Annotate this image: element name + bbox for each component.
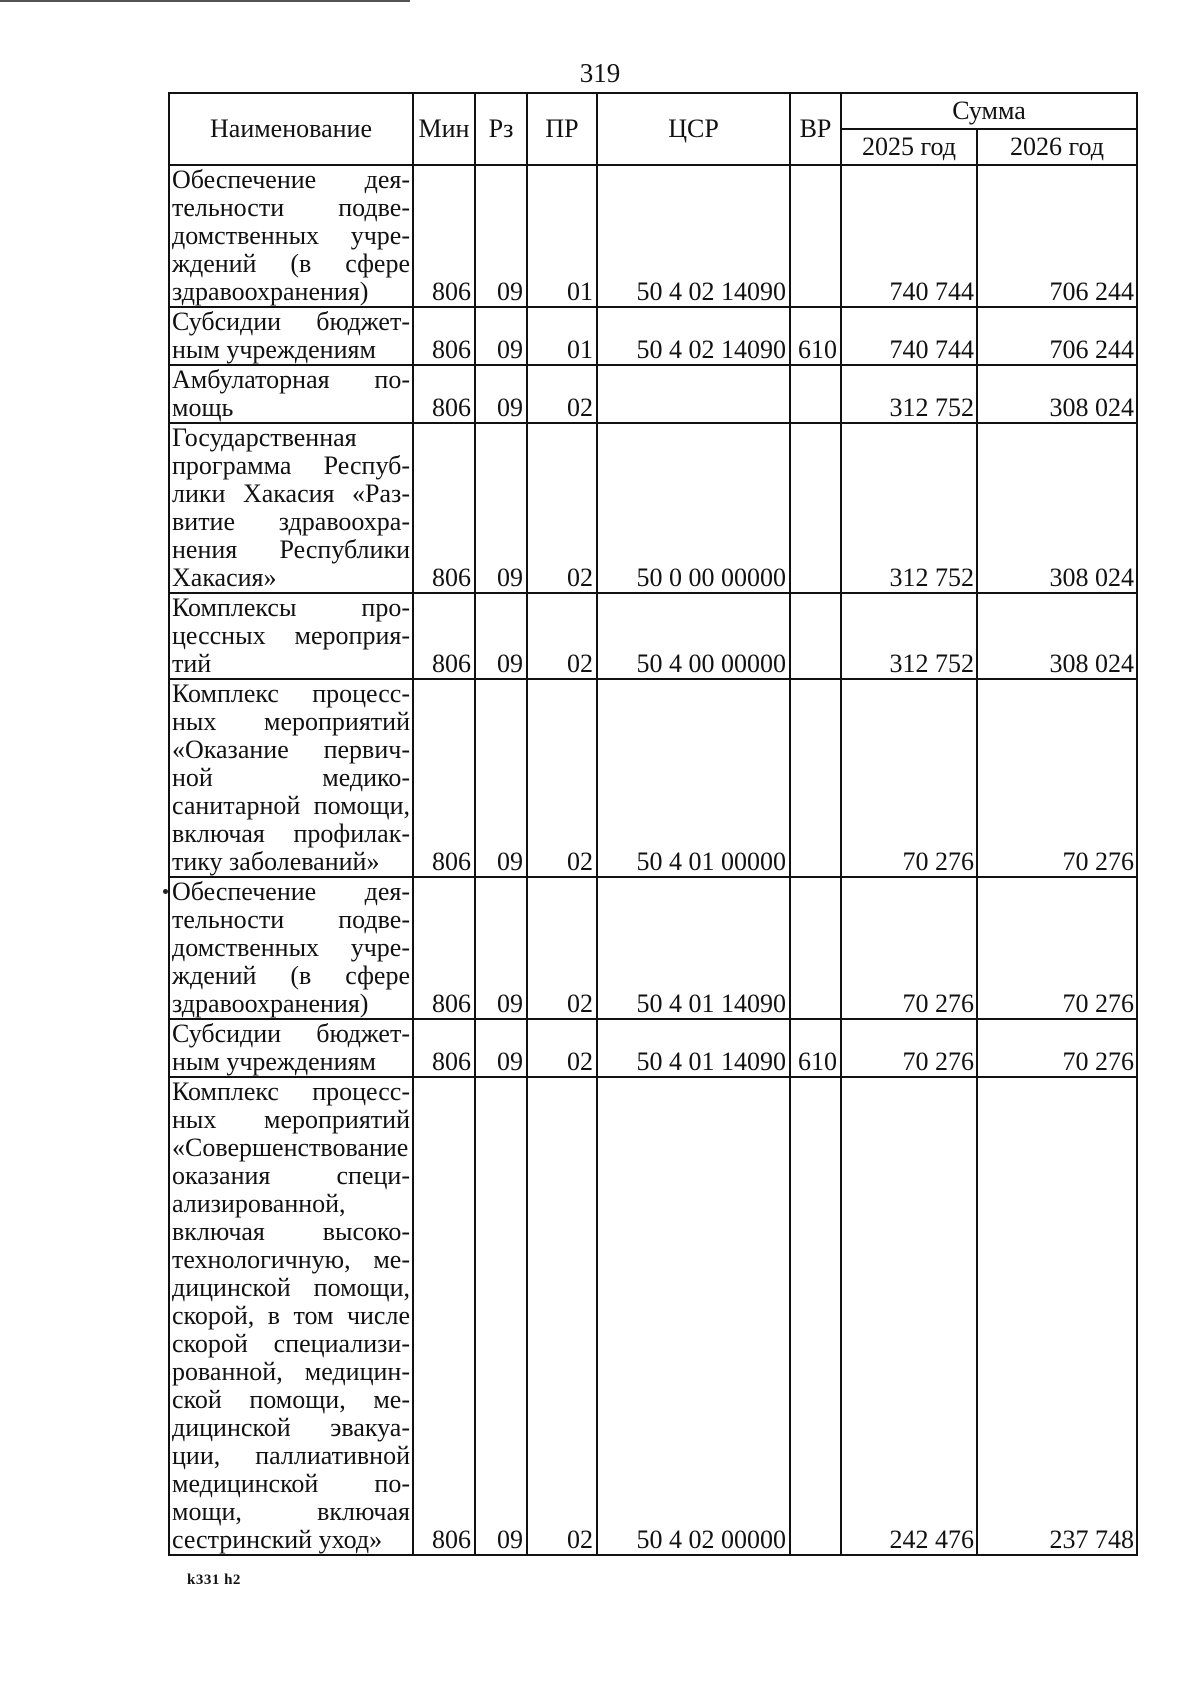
table-row xyxy=(169,877,1137,1019)
cell-pr: 02 xyxy=(527,423,597,593)
cell-2026: 237 748 xyxy=(977,1077,1137,1555)
header-2026: 2026 год xyxy=(977,129,1137,165)
cell-name: Обеспечение деятельности подведомственных учреждений (в сфере здравоохранения) xyxy=(169,165,413,307)
header-sum: Сумма xyxy=(841,93,1137,129)
cell-pr: 02 xyxy=(527,679,597,877)
budget-table xyxy=(168,92,1138,1556)
cell-min: 806 xyxy=(413,165,475,307)
cell-min: 806 xyxy=(413,423,475,593)
cell-min: 806 xyxy=(413,593,475,679)
cell-vr xyxy=(790,1077,841,1555)
cell-csr: 50 4 00 00000 xyxy=(597,593,790,679)
table-row xyxy=(169,423,1137,593)
cell-min: 806 xyxy=(413,877,475,1019)
table-row xyxy=(169,365,1137,423)
header-min: Мин xyxy=(413,93,475,165)
cell-2025: 70 276 xyxy=(841,877,977,1019)
cell-vr: 610 xyxy=(790,307,841,365)
table-row xyxy=(169,679,1137,877)
cell-2026: 70 276 xyxy=(977,1019,1137,1077)
cell-2025: 740 744 xyxy=(841,165,977,307)
cell-2025: 740 744 xyxy=(841,307,977,365)
cell-min: 806 xyxy=(413,365,475,423)
header-name: Наименование xyxy=(169,93,413,165)
scan-dot xyxy=(163,889,168,894)
cell-name: Комплексы процессных мероприятий xyxy=(169,593,413,679)
cell-csr: 50 4 02 00000 xyxy=(597,1077,790,1555)
cell-rz: 09 xyxy=(475,365,527,423)
cell-name: Субсидии бюджетным учреждениям xyxy=(169,307,413,365)
cell-2026: 308 024 xyxy=(977,365,1137,423)
header-rz: Рз xyxy=(475,93,527,165)
cell-2025: 312 752 xyxy=(841,365,977,423)
cell-2025: 70 276 xyxy=(841,1019,977,1077)
cell-rz: 09 xyxy=(475,877,527,1019)
cell-vr xyxy=(790,679,841,877)
cell-csr: 50 4 02 14090 xyxy=(597,307,790,365)
cell-pr: 01 xyxy=(527,307,597,365)
cell-rz: 09 xyxy=(475,593,527,679)
cell-name: Обеспечение деятельности подведомственных учреждений (в сфере здравоохранения) xyxy=(169,877,413,1019)
cell-min: 806 xyxy=(413,1019,475,1077)
cell-2025: 242 476 xyxy=(841,1077,977,1555)
cell-rz: 09 xyxy=(475,165,527,307)
cell-name: Комплекс процессных мероприятий «Оказание первичной медико-санитарной помощи, включая профилактику заболеваний» xyxy=(169,679,413,877)
table-row xyxy=(169,1019,1137,1077)
cell-pr: 01 xyxy=(527,165,597,307)
cell-vr: 610 xyxy=(790,1019,841,1077)
cell-csr: 50 4 02 14090 xyxy=(597,165,790,307)
cell-pr: 02 xyxy=(527,593,597,679)
header-pr: ПР xyxy=(527,93,597,165)
cell-2026: 308 024 xyxy=(977,423,1137,593)
cell-2025: 312 752 xyxy=(841,593,977,679)
cell-vr xyxy=(790,593,841,679)
header-csr: ЦСР xyxy=(597,93,790,165)
cell-2026: 706 244 xyxy=(977,165,1137,307)
table-row xyxy=(169,165,1137,307)
cell-2026: 70 276 xyxy=(977,877,1137,1019)
cell-vr xyxy=(790,877,841,1019)
cell-csr: 50 4 01 14090 xyxy=(597,1019,790,1077)
cell-csr xyxy=(597,365,790,423)
cell-name: Государственная программа Республики Хакасия «Развитие здравоохранения Республики Хакасия» xyxy=(169,423,413,593)
cell-2025: 312 752 xyxy=(841,423,977,593)
cell-min: 806 xyxy=(413,307,475,365)
cell-min: 806 xyxy=(413,679,475,877)
cell-csr: 50 4 01 14090 xyxy=(597,877,790,1019)
table-row xyxy=(169,1077,1137,1555)
cell-2026: 308 024 xyxy=(977,593,1137,679)
header-2025: 2025 год xyxy=(841,129,977,165)
cell-pr: 02 xyxy=(527,1019,597,1077)
cell-name: Комплекс процессных мероприятий «Совершенствование оказания специализированной, включая высокотехнологичную, медицинской помощи, скорой, в том числе скорой специализированной, медицинской помощи, медицинской эвакуации, паллиативной медицинской помощи, включая сестринский уход» xyxy=(169,1077,413,1555)
footer-code: k331 h2 xyxy=(187,1572,241,1588)
cell-csr: 50 4 01 00000 xyxy=(597,679,790,877)
cell-rz: 09 xyxy=(475,423,527,593)
cell-rz: 09 xyxy=(475,679,527,877)
cell-2026: 706 244 xyxy=(977,307,1137,365)
header-vr: ВР xyxy=(790,93,841,165)
cell-rz: 09 xyxy=(475,1077,527,1555)
table-row xyxy=(169,593,1137,679)
cell-min: 806 xyxy=(413,1077,475,1555)
table-row xyxy=(169,307,1137,365)
cell-pr: 02 xyxy=(527,1077,597,1555)
cell-rz: 09 xyxy=(475,1019,527,1077)
cell-csr: 50 0 00 00000 xyxy=(597,423,790,593)
cell-2025: 70 276 xyxy=(841,679,977,877)
cell-2026: 70 276 xyxy=(977,679,1137,877)
cell-name: Амбулаторная помощь xyxy=(169,365,413,423)
cell-rz: 09 xyxy=(475,307,527,365)
cell-vr xyxy=(790,165,841,307)
cell-pr: 02 xyxy=(527,365,597,423)
cell-vr xyxy=(790,423,841,593)
cell-pr: 02 xyxy=(527,877,597,1019)
top-rule xyxy=(0,0,410,2)
page-number: 319 xyxy=(579,58,621,88)
cell-vr xyxy=(790,365,841,423)
cell-name: Субсидии бюджетным учреждениям xyxy=(169,1019,413,1077)
